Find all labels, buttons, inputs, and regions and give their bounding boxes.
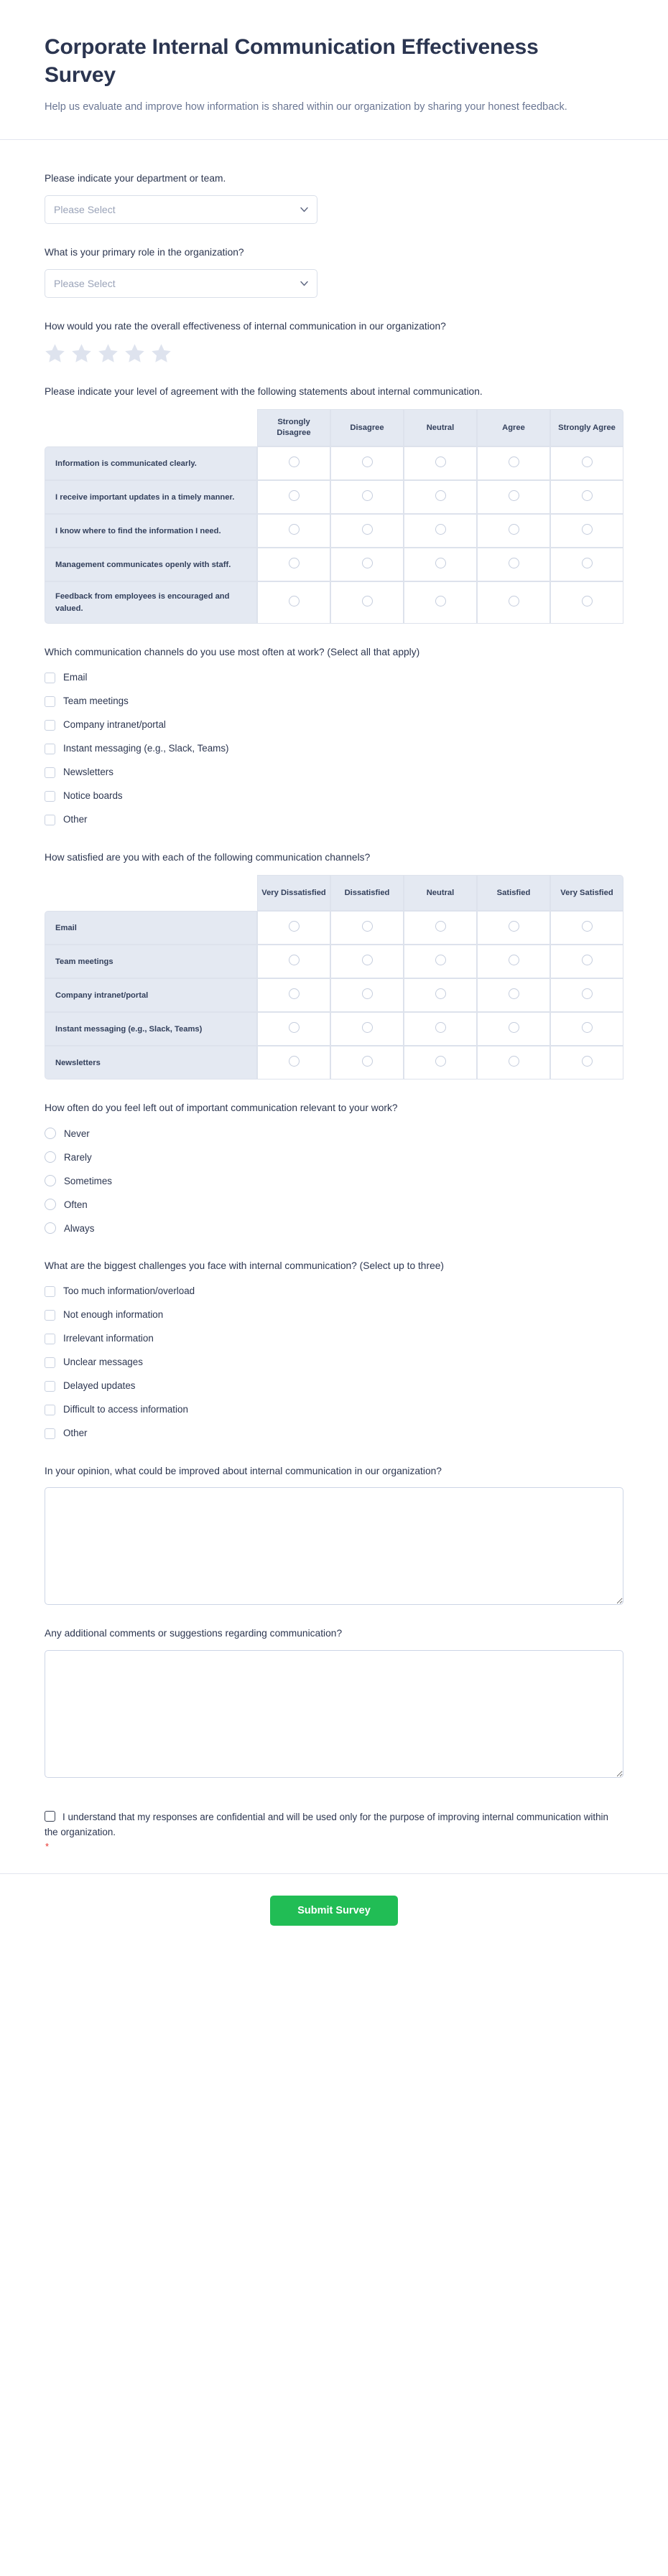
agreement-cell[interactable] <box>257 446 330 480</box>
agreement-cell[interactable] <box>404 548 477 581</box>
radio-icon[interactable] <box>509 1022 519 1033</box>
radio-icon[interactable] <box>435 596 446 606</box>
satisfaction-row-label: Company intranet/portal <box>45 978 257 1012</box>
radio-icon[interactable] <box>582 1022 593 1033</box>
radio-option[interactable] <box>45 1148 623 1166</box>
radio-icon[interactable] <box>582 921 593 932</box>
radio-icon[interactable] <box>362 596 373 606</box>
matrix-corner-cell <box>45 409 257 446</box>
checkbox-option[interactable] <box>45 1425 623 1443</box>
table-row <box>45 480 623 514</box>
radio-icon[interactable] <box>509 1056 519 1067</box>
challenges-options <box>45 1283 623 1443</box>
radio-label: Always <box>64 1222 95 1234</box>
radio-icon[interactable] <box>435 558 446 568</box>
satisfaction-column-header: Neutral <box>404 875 477 911</box>
radio-icon[interactable] <box>509 921 519 932</box>
page-title: Corporate Internal Communication Effectiveness Survey <box>45 35 539 87</box>
satisfaction-cell[interactable] <box>550 1046 623 1079</box>
checkbox-icon[interactable] <box>45 1334 55 1344</box>
consent-block <box>45 1809 623 1852</box>
radio-icon[interactable] <box>509 596 519 606</box>
agreement-cell[interactable] <box>550 446 623 480</box>
satisfaction-cell[interactable] <box>404 911 477 945</box>
agreement-column-header: Neutral <box>404 409 477 446</box>
radio-icon[interactable] <box>582 988 593 999</box>
checkbox-icon[interactable] <box>45 1357 55 1368</box>
additional-comments-textarea[interactable] <box>45 1650 623 1778</box>
agreement-row-label: Information is communicated clearly. <box>45 446 257 480</box>
radio-icon[interactable] <box>435 456 446 467</box>
radio-icon[interactable] <box>45 1175 56 1186</box>
satisfaction-cell[interactable] <box>330 911 404 945</box>
checkbox-option[interactable] <box>45 1354 623 1372</box>
radio-icon[interactable] <box>509 524 519 535</box>
radio-icon[interactable] <box>435 490 446 501</box>
agreement-cell[interactable] <box>477 480 550 514</box>
satisfaction-cell[interactable] <box>477 945 550 978</box>
checkbox-label: Newsletters <box>63 767 113 778</box>
checkbox-icon[interactable] <box>45 720 55 731</box>
radio-icon[interactable] <box>435 524 446 535</box>
agreement-row-label: I know where to find the information I need. <box>45 514 257 548</box>
checkbox-icon[interactable] <box>45 673 55 683</box>
required-asterisk: * <box>45 1840 50 1852</box>
satisfaction-matrix-table <box>45 875 623 1079</box>
agreement-cell[interactable] <box>550 548 623 581</box>
table-row <box>45 514 623 548</box>
radio-icon[interactable] <box>435 1022 446 1033</box>
agreement-cell[interactable] <box>330 548 404 581</box>
agreement-cell[interactable] <box>330 514 404 548</box>
radio-icon[interactable] <box>45 1222 56 1234</box>
department-select-wrapper <box>45 195 317 224</box>
satisfaction-matrix-head <box>45 875 623 911</box>
checkbox-option[interactable] <box>45 1377 623 1395</box>
checkbox-icon[interactable] <box>45 1381 55 1392</box>
radio-icon[interactable] <box>289 524 300 535</box>
satisfaction-cell[interactable] <box>550 1012 623 1046</box>
satisfaction-row-label: Email <box>45 911 257 945</box>
radio-icon[interactable] <box>289 1056 300 1067</box>
agreement-cell[interactable] <box>330 446 404 480</box>
question-additional-comments <box>45 1626 623 1778</box>
satisfaction-cell[interactable] <box>257 911 330 945</box>
question-agreement-matrix <box>45 385 623 624</box>
checkbox-option[interactable] <box>45 716 623 734</box>
radio-icon[interactable] <box>289 558 300 568</box>
consent-text: I understand that my responses are confidential and will be used only for the purpose of improving internal communication within the organization. <box>45 1812 608 1838</box>
satisfaction-cell[interactable] <box>330 1012 404 1046</box>
agreement-column-header: Disagree <box>330 409 404 446</box>
checkbox-label: Instant messaging (e.g., Slack, Teams) <box>63 743 229 754</box>
checkbox-option[interactable] <box>45 764 623 782</box>
satisfaction-cell[interactable] <box>257 1046 330 1079</box>
satisfaction-cell[interactable] <box>330 978 404 1012</box>
radio-icon[interactable] <box>435 921 446 932</box>
checkbox-label: Other <box>63 1428 88 1439</box>
checkbox-option[interactable] <box>45 693 623 711</box>
checkbox-label: Email <box>63 672 88 683</box>
satisfaction-cell[interactable] <box>404 978 477 1012</box>
question-left-out <box>45 1101 623 1237</box>
radio-icon[interactable] <box>362 524 373 535</box>
radio-option[interactable] <box>45 1172 623 1190</box>
checkbox-label: Notice boards <box>63 790 123 802</box>
satisfaction-cell[interactable] <box>404 945 477 978</box>
radio-icon[interactable] <box>289 988 300 999</box>
checkbox-label: Other <box>63 814 88 825</box>
radio-icon[interactable] <box>582 955 593 965</box>
agreement-cell[interactable] <box>257 548 330 581</box>
agreement-cell[interactable] <box>550 581 623 623</box>
radio-icon[interactable] <box>582 558 593 568</box>
checkbox-label: Irrelevant information <box>63 1333 154 1344</box>
agreement-matrix-head <box>45 409 623 446</box>
checkbox-option[interactable] <box>45 811 623 829</box>
radio-option[interactable] <box>45 1219 623 1237</box>
radio-icon[interactable] <box>362 1022 373 1033</box>
radio-icon[interactable] <box>509 558 519 568</box>
radio-option[interactable] <box>45 1125 623 1143</box>
question-challenges-label: What are the biggest challenges you face with internal communication? (Select up to three) <box>45 1260 445 1271</box>
question-overall-rating <box>45 319 623 363</box>
agreement-column-header: Strongly Disagree <box>257 409 330 446</box>
satisfaction-row-label: Instant messaging (e.g., Slack, Teams) <box>45 1012 257 1046</box>
agreement-cell[interactable] <box>257 480 330 514</box>
satisfaction-column-header: Satisfied <box>477 875 550 911</box>
radio-icon[interactable] <box>45 1151 56 1163</box>
agreement-cell[interactable] <box>404 446 477 480</box>
radio-label: Rarely <box>64 1151 92 1163</box>
radio-icon[interactable] <box>509 490 519 501</box>
star-icon[interactable] <box>71 343 92 363</box>
satisfaction-cell[interactable] <box>550 945 623 978</box>
star-icon[interactable] <box>98 343 119 363</box>
radio-icon[interactable] <box>289 596 300 606</box>
satisfaction-column-header: Very Satisfied <box>550 875 623 911</box>
checkbox-label: Not enough information <box>63 1309 164 1321</box>
agreement-cell[interactable] <box>477 514 550 548</box>
checkbox-icon[interactable] <box>45 1310 55 1321</box>
checkbox-option[interactable] <box>45 1306 623 1324</box>
table-row <box>45 978 623 1012</box>
checkbox-icon[interactable] <box>45 791 55 802</box>
checkbox-option[interactable] <box>45 1283 623 1301</box>
satisfaction-cell[interactable] <box>477 911 550 945</box>
table-row <box>45 446 623 480</box>
agreement-cell[interactable] <box>550 514 623 548</box>
agreement-cell[interactable] <box>330 581 404 623</box>
radio-icon[interactable] <box>362 558 373 568</box>
satisfaction-cell[interactable] <box>550 911 623 945</box>
satisfaction-cell[interactable] <box>404 1012 477 1046</box>
question-improvement <box>45 1464 623 1606</box>
agreement-matrix-table <box>45 409 623 624</box>
satisfaction-cell[interactable] <box>477 978 550 1012</box>
agreement-cell[interactable] <box>330 480 404 514</box>
agreement-cell[interactable] <box>404 480 477 514</box>
survey-form <box>0 140 668 1851</box>
satisfaction-cell[interactable] <box>257 978 330 1012</box>
role-select[interactable] <box>45 269 317 298</box>
radio-icon[interactable] <box>435 1056 446 1067</box>
radio-icon[interactable] <box>289 921 300 932</box>
survey-footer <box>0 1873 668 1959</box>
question-channels-used-label: Which communication channels do you use most often at work? (Select all that apply) <box>45 646 420 657</box>
agreement-cell[interactable] <box>477 548 550 581</box>
star-rating-group[interactable] <box>45 343 623 363</box>
radio-icon[interactable] <box>362 456 373 467</box>
satisfaction-cell[interactable] <box>550 978 623 1012</box>
question-left-out-label: How often do you feel left out of important communication relevant to your work? <box>45 1102 398 1114</box>
agreement-cell[interactable] <box>404 514 477 548</box>
table-row <box>45 1046 623 1079</box>
radio-option[interactable] <box>45 1196 623 1214</box>
radio-icon[interactable] <box>509 955 519 965</box>
satisfaction-cell[interactable] <box>330 945 404 978</box>
radio-icon[interactable] <box>45 1199 56 1210</box>
checkbox-icon[interactable] <box>45 1405 55 1415</box>
radio-icon[interactable] <box>45 1128 56 1139</box>
radio-icon[interactable] <box>582 490 593 501</box>
agreement-column-header: Strongly Agree <box>550 409 623 446</box>
checkbox-icon[interactable] <box>45 1286 55 1297</box>
question-improvement-label: In your opinion, what could be improved about internal communication in our organization? <box>45 1465 442 1476</box>
checkbox-option[interactable] <box>45 669 623 687</box>
improvement-textarea[interactable] <box>45 1487 623 1605</box>
agreement-cell[interactable] <box>477 446 550 480</box>
table-row <box>45 911 623 945</box>
radio-icon[interactable] <box>582 524 593 535</box>
question-channels-used <box>45 645 623 829</box>
table-row <box>45 1012 623 1046</box>
survey-header <box>0 0 668 140</box>
left-out-options <box>45 1125 623 1237</box>
radio-label: Sometimes <box>64 1175 112 1186</box>
satisfaction-cell[interactable] <box>477 1012 550 1046</box>
agreement-cell[interactable] <box>550 480 623 514</box>
radio-icon[interactable] <box>582 1056 593 1067</box>
question-overall-rating-label: How would you rate the overall effectiveness of internal communication in our organization? <box>45 320 446 332</box>
consent-checkbox-icon[interactable] <box>45 1811 55 1822</box>
radio-icon[interactable] <box>509 988 519 999</box>
radio-icon[interactable] <box>435 988 446 999</box>
page-description: Help us evaluate and improve how information is shared within our organization by sharing your honest feedback. <box>45 101 567 113</box>
checkbox-icon[interactable] <box>45 815 55 825</box>
matrix-corner-cell <box>45 875 257 911</box>
question-challenges <box>45 1259 623 1443</box>
radio-icon[interactable] <box>362 955 373 965</box>
radio-icon[interactable] <box>582 596 593 606</box>
radio-icon[interactable] <box>509 456 519 467</box>
agreement-column-header: Agree <box>477 409 550 446</box>
question-agreement-matrix-label: Please indicate your level of agreement with the following statements about internal communication. <box>45 385 483 397</box>
radio-icon[interactable] <box>289 456 300 467</box>
checkbox-icon[interactable] <box>45 767 55 778</box>
checkbox-label: Unclear messages <box>63 1357 143 1368</box>
agreement-cell[interactable] <box>257 514 330 548</box>
radio-icon[interactable] <box>362 921 373 932</box>
checkbox-label: Team meetings <box>63 695 129 707</box>
star-icon[interactable] <box>124 343 145 363</box>
satisfaction-column-header: Dissatisfied <box>330 875 404 911</box>
channels-used-options <box>45 669 623 829</box>
satisfaction-row-label: Newsletters <box>45 1046 257 1079</box>
checkbox-label: Company intranet/portal <box>63 719 166 731</box>
radio-icon[interactable] <box>362 1056 373 1067</box>
satisfaction-column-header: Very Dissatisfied <box>257 875 330 911</box>
satisfaction-row-label: Team meetings <box>45 945 257 978</box>
table-row <box>45 945 623 978</box>
checkbox-option[interactable] <box>45 787 623 805</box>
submit-button[interactable]: Submit Survey <box>270 1896 398 1926</box>
agreement-cell[interactable] <box>477 581 550 623</box>
satisfaction-matrix-header-row <box>45 875 623 911</box>
radio-icon[interactable] <box>582 456 593 467</box>
radio-icon[interactable] <box>362 490 373 501</box>
star-icon[interactable] <box>151 343 172 363</box>
radio-icon[interactable] <box>289 955 300 965</box>
agreement-cell[interactable] <box>404 581 477 623</box>
checkbox-label: Too much information/overload <box>63 1285 195 1297</box>
consent-line <box>45 1809 612 1840</box>
question-satisfaction-matrix <box>45 851 623 1080</box>
question-role-label: What is your primary role in the organization? <box>45 247 244 258</box>
table-row <box>45 581 623 623</box>
question-department <box>45 172 623 224</box>
radio-icon[interactable] <box>289 1022 300 1033</box>
agreement-matrix-body <box>45 446 623 623</box>
agreement-row-label: Management communicates openly with staff. <box>45 548 257 581</box>
role-select-wrapper <box>45 269 317 298</box>
department-select[interactable] <box>45 195 317 224</box>
agreement-cell[interactable] <box>257 581 330 623</box>
table-row <box>45 548 623 581</box>
checkbox-label: Difficult to access information <box>63 1404 188 1415</box>
satisfaction-cell[interactable] <box>404 1046 477 1079</box>
checkbox-option[interactable] <box>45 1401 623 1419</box>
star-icon[interactable] <box>45 343 65 363</box>
radio-icon[interactable] <box>362 988 373 999</box>
checkbox-icon[interactable] <box>45 1428 55 1439</box>
question-satisfaction-matrix-label: How satisfied are you with each of the following communication channels? <box>45 851 371 863</box>
agreement-row-label: Feedback from employees is encouraged and valued. <box>45 581 257 623</box>
satisfaction-cell[interactable] <box>257 945 330 978</box>
checkbox-label: Delayed updates <box>63 1380 136 1392</box>
radio-icon[interactable] <box>289 490 300 501</box>
question-additional-comments-label: Any additional comments or suggestions regarding communication? <box>45 1628 343 1639</box>
checkbox-option[interactable] <box>45 1330 623 1348</box>
radio-label: Never <box>64 1128 90 1139</box>
radio-label: Often <box>64 1199 88 1210</box>
agreement-row-label: I receive important updates in a timely manner. <box>45 480 257 514</box>
satisfaction-cell[interactable] <box>330 1046 404 1079</box>
satisfaction-cell[interactable] <box>477 1046 550 1079</box>
satisfaction-matrix-body <box>45 911 623 1079</box>
checkbox-icon[interactable] <box>45 744 55 754</box>
checkbox-option[interactable] <box>45 740 623 758</box>
question-department-label: Please indicate your department or team. <box>45 173 226 184</box>
agreement-matrix-header-row <box>45 409 623 446</box>
question-role <box>45 245 623 298</box>
checkbox-icon[interactable] <box>45 696 55 707</box>
satisfaction-cell[interactable] <box>257 1012 330 1046</box>
radio-icon[interactable] <box>435 955 446 965</box>
